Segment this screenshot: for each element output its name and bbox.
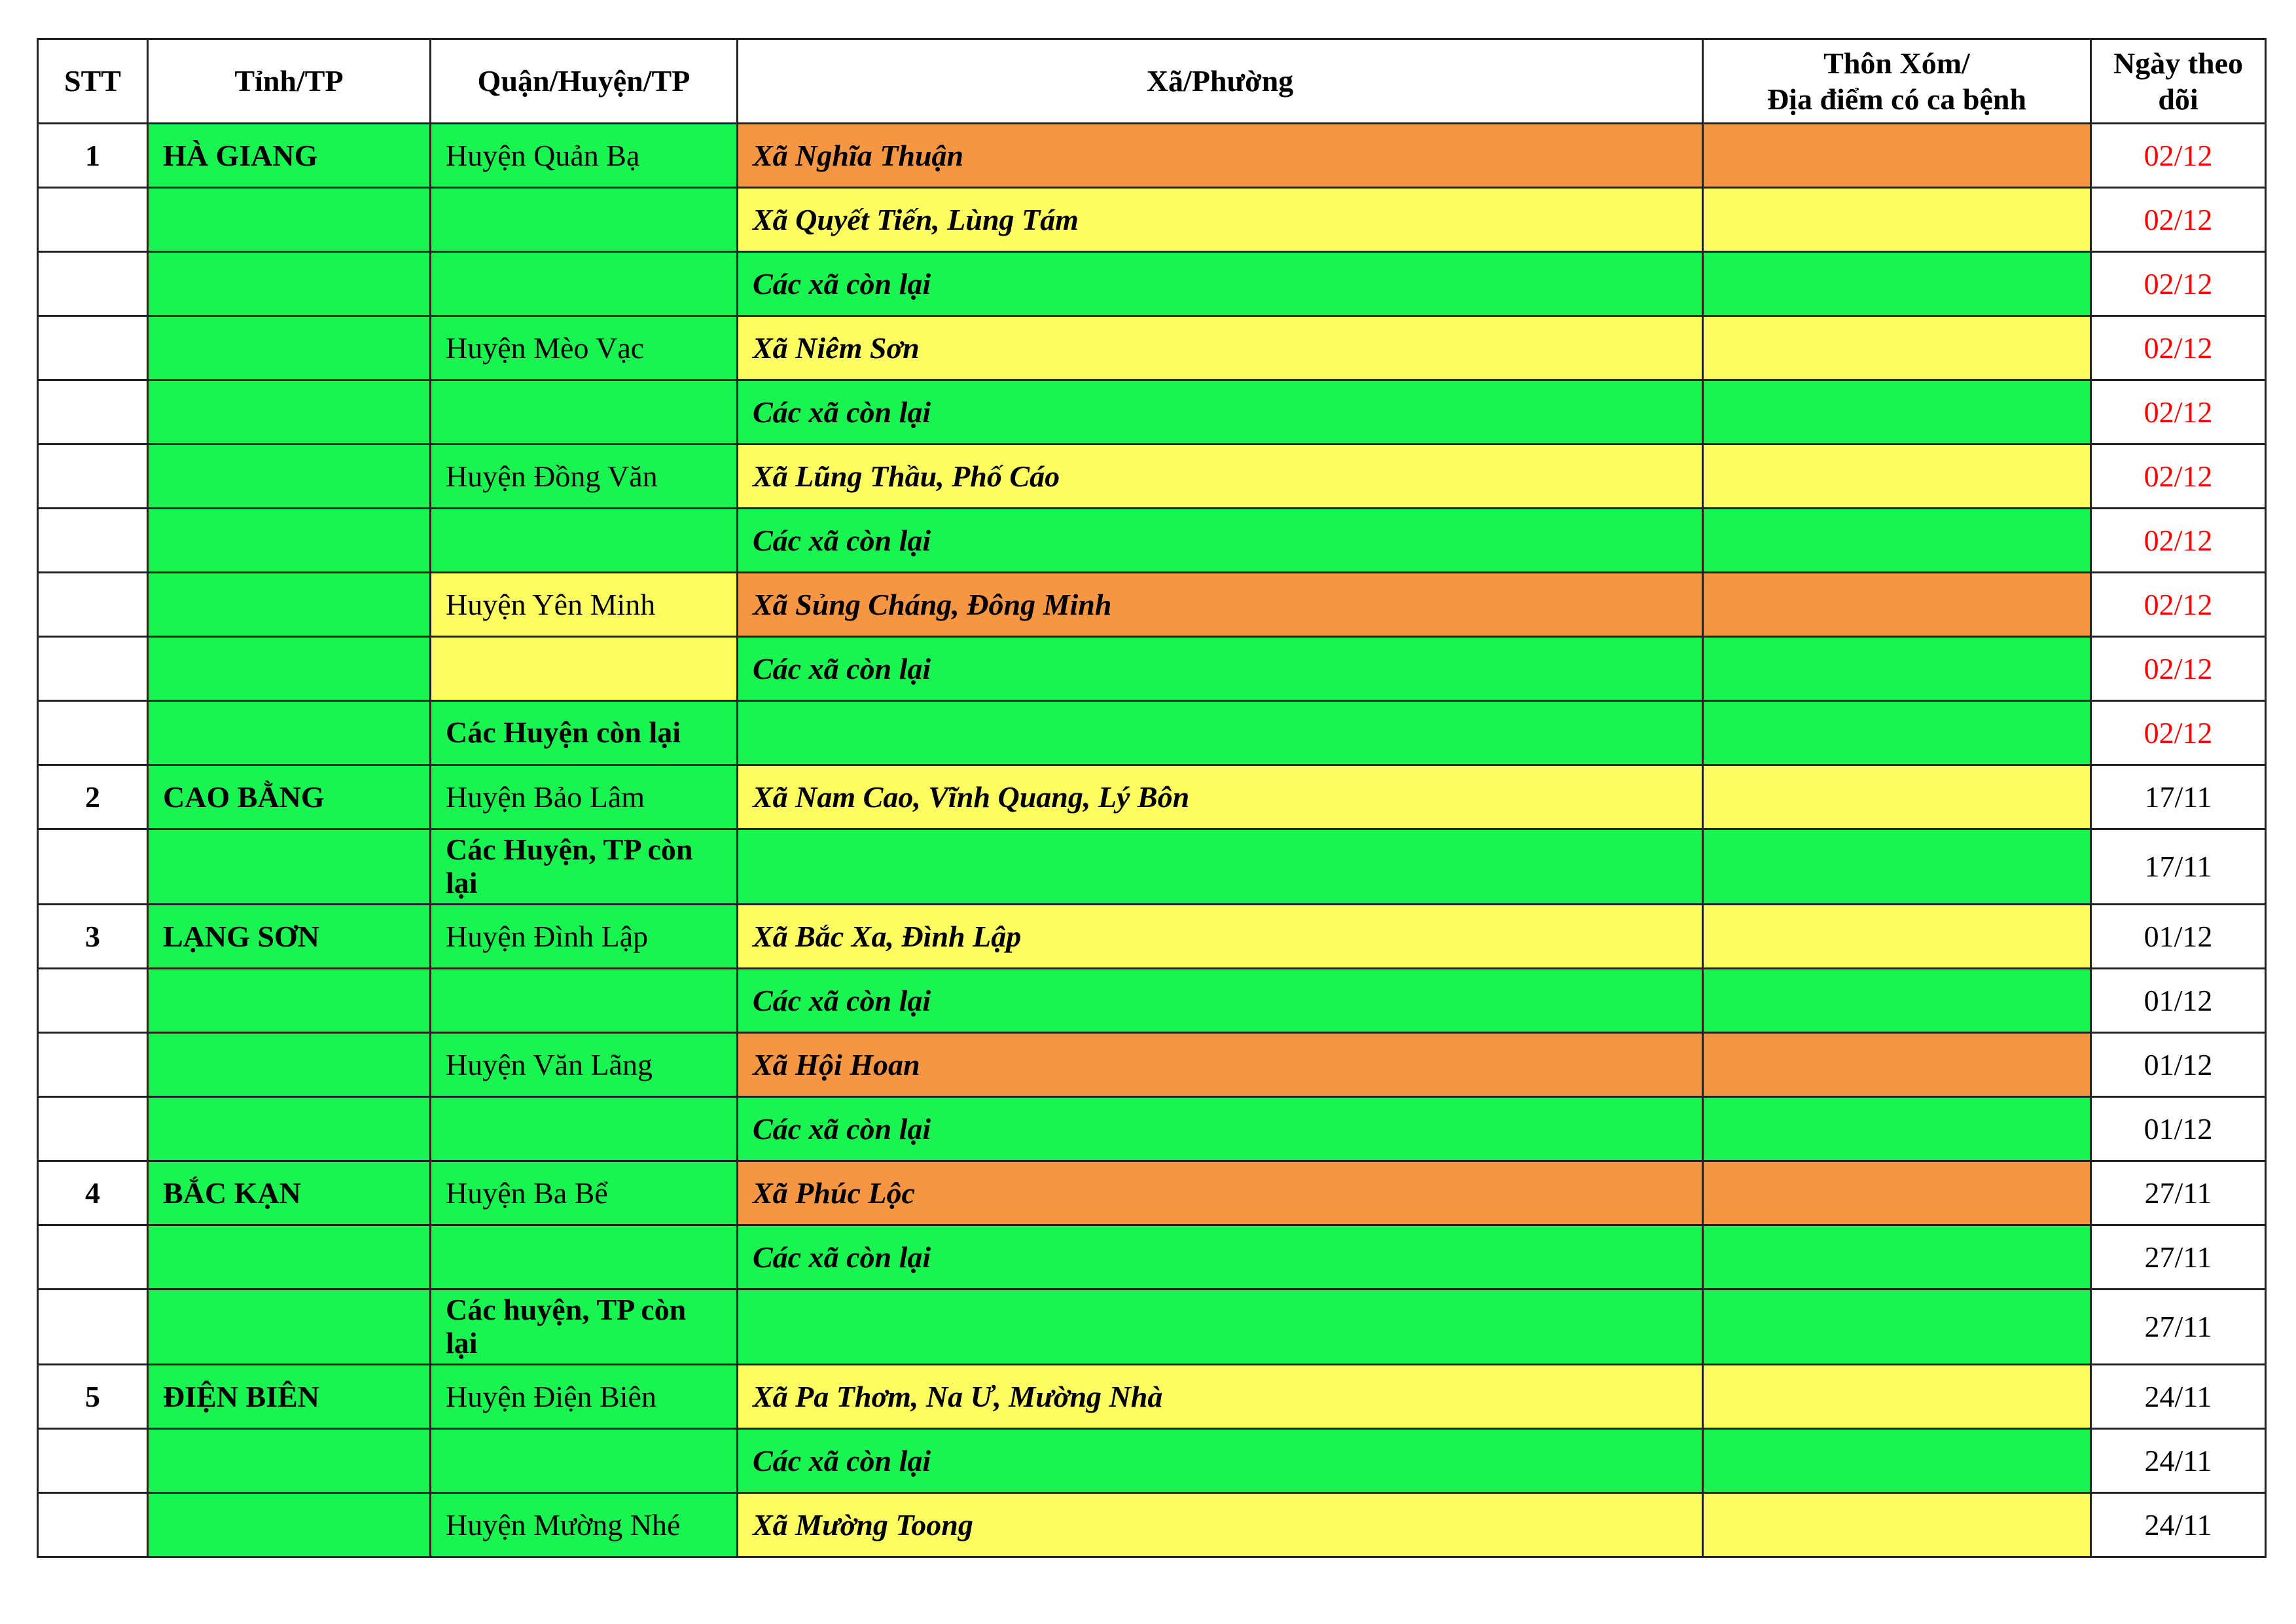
- row-province: CAO BẰNG: [148, 765, 431, 829]
- row-province: [148, 252, 431, 316]
- table-row: [38, 637, 2266, 701]
- row-district: Các Huyện, TP còn lại: [431, 829, 738, 905]
- row-province: [148, 573, 431, 637]
- row-hamlet: [1703, 509, 2091, 573]
- row-province: [148, 969, 431, 1033]
- row-province: [148, 1225, 431, 1290]
- row-date: 01/12: [2091, 1097, 2266, 1161]
- row-hamlet: [1703, 1097, 2091, 1161]
- row-province: [148, 380, 431, 444]
- table-row: [38, 252, 2266, 316]
- table-row: [38, 1033, 2266, 1097]
- table-row: [38, 1429, 2266, 1493]
- row-stt: 5: [38, 1365, 148, 1429]
- row-stt: [38, 969, 148, 1033]
- row-province: [148, 316, 431, 380]
- row-ward: Các xã còn lại: [738, 252, 1703, 316]
- row-ward: [738, 829, 1703, 905]
- row-ward: Các xã còn lại: [738, 969, 1703, 1033]
- row-ward: Xã Bắc Xa, Đình Lập: [738, 905, 1703, 969]
- row-ward: Xã Sủng Cháng, Đông Minh: [738, 573, 1703, 637]
- row-stt: 4: [38, 1161, 148, 1225]
- row-stt: [38, 1225, 148, 1290]
- row-ward: Các xã còn lại: [738, 509, 1703, 573]
- covid-zone-table: [37, 38, 2267, 1558]
- row-stt: [38, 252, 148, 316]
- row-stt: [38, 1097, 148, 1161]
- row-province: BẮC KẠN: [148, 1161, 431, 1225]
- row-stt: 1: [38, 124, 148, 188]
- row-ward: Xã Quyết Tiến, Lùng Tám: [738, 188, 1703, 252]
- row-date: 01/12: [2091, 1033, 2266, 1097]
- row-ward: Xã Phúc Lộc: [738, 1161, 1703, 1225]
- row-province: HÀ GIANG: [148, 124, 431, 188]
- row-date: 17/11: [2091, 829, 2266, 905]
- row-hamlet: [1703, 829, 2091, 905]
- header-hamlet: [1703, 39, 2091, 124]
- row-district: Huyện Quản Bạ: [431, 124, 738, 188]
- row-date: 01/12: [2091, 905, 2266, 969]
- table-row: [38, 1161, 2266, 1225]
- row-hamlet: [1703, 316, 2091, 380]
- row-stt: 2: [38, 765, 148, 829]
- row-district: Huyện Đình Lập: [431, 905, 738, 969]
- row-date: 02/12: [2091, 380, 2266, 444]
- row-stt: 3: [38, 905, 148, 969]
- row-province: [148, 1033, 431, 1097]
- row-province: [148, 444, 431, 509]
- row-hamlet: [1703, 1161, 2091, 1225]
- row-date: 27/11: [2091, 1290, 2266, 1365]
- row-date: 02/12: [2091, 701, 2266, 765]
- row-ward: Xã Hội Hoan: [738, 1033, 1703, 1097]
- table-row: [38, 444, 2266, 509]
- row-ward: Xã Nghĩa Thuận: [738, 124, 1703, 188]
- table-body: [38, 124, 2266, 1557]
- table-row: [38, 765, 2266, 829]
- row-ward: Các xã còn lại: [738, 380, 1703, 444]
- row-province: [148, 509, 431, 573]
- table-row: [38, 1365, 2266, 1429]
- row-stt: [38, 188, 148, 252]
- row-hamlet: [1703, 1290, 2091, 1365]
- row-district: Huyện Mường Nhé: [431, 1493, 738, 1557]
- row-stt: [38, 316, 148, 380]
- row-province: [148, 701, 431, 765]
- header-district: Quận/Huyện/TP: [431, 39, 738, 124]
- row-province: [148, 1097, 431, 1161]
- table-row: [38, 380, 2266, 444]
- row-hamlet: [1703, 765, 2091, 829]
- row-ward: Xã Pa Thơm, Na Ư, Mường Nhà: [738, 1365, 1703, 1429]
- row-date: 02/12: [2091, 252, 2266, 316]
- row-ward: Các xã còn lại: [738, 1097, 1703, 1161]
- header-hamlet-line1: Thôn Xóm/: [1823, 46, 1970, 80]
- header-date: [2091, 39, 2266, 124]
- row-district: [431, 969, 738, 1033]
- row-district: [431, 1429, 738, 1493]
- row-date: 27/11: [2091, 1225, 2266, 1290]
- row-date: 02/12: [2091, 637, 2266, 701]
- row-district: Huyện Mèo Vạc: [431, 316, 738, 380]
- row-province: [148, 1429, 431, 1493]
- row-date: 24/11: [2091, 1493, 2266, 1557]
- table-row: [38, 1225, 2266, 1290]
- row-district: Huyện Đồng Văn: [431, 444, 738, 509]
- table-row: [38, 701, 2266, 765]
- table-row: [38, 969, 2266, 1033]
- row-hamlet: [1703, 1365, 2091, 1429]
- header-date-line1: Ngày theo: [2113, 46, 2244, 80]
- row-district: Huyện Điện Biên: [431, 1365, 738, 1429]
- row-ward: Các xã còn lại: [738, 1429, 1703, 1493]
- row-district: Huyện Văn Lãng: [431, 1033, 738, 1097]
- table-row: [38, 1097, 2266, 1161]
- table-row: [38, 509, 2266, 573]
- row-ward: Xã Mường Toong: [738, 1493, 1703, 1557]
- row-hamlet: [1703, 444, 2091, 509]
- table-row: [38, 573, 2266, 637]
- table-row: [38, 905, 2266, 969]
- header-province: Tỉnh/TP: [148, 39, 431, 124]
- row-province: LẠNG SƠN: [148, 905, 431, 969]
- table-header-row: [38, 39, 2266, 124]
- row-district: [431, 637, 738, 701]
- row-district: Các Huyện còn lại: [431, 701, 738, 765]
- row-date: 02/12: [2091, 444, 2266, 509]
- table-row: [38, 1290, 2266, 1365]
- row-stt: [38, 1493, 148, 1557]
- row-ward: Xã Niêm Sơn: [738, 316, 1703, 380]
- row-district: [431, 380, 738, 444]
- row-stt: [38, 701, 148, 765]
- row-district: Huyện Ba Bể: [431, 1161, 738, 1225]
- row-date: 24/11: [2091, 1365, 2266, 1429]
- row-hamlet: [1703, 637, 2091, 701]
- table-row: [38, 188, 2266, 252]
- row-hamlet: [1703, 1033, 2091, 1097]
- row-hamlet: [1703, 573, 2091, 637]
- row-ward: [738, 701, 1703, 765]
- row-ward: Các xã còn lại: [738, 637, 1703, 701]
- row-stt: [38, 380, 148, 444]
- row-hamlet: [1703, 969, 2091, 1033]
- row-date: 02/12: [2091, 509, 2266, 573]
- row-stt: [38, 637, 148, 701]
- table-row: [38, 1493, 2266, 1557]
- header-stt: STT: [38, 39, 148, 124]
- row-province: [148, 188, 431, 252]
- row-date: 02/12: [2091, 188, 2266, 252]
- row-province: ĐIỆN BIÊN: [148, 1365, 431, 1429]
- row-province: [148, 1290, 431, 1365]
- row-hamlet: [1703, 188, 2091, 252]
- row-ward: Xã Nam Cao, Vĩnh Quang, Lý Bôn: [738, 765, 1703, 829]
- row-date: 17/11: [2091, 765, 2266, 829]
- table-row: [38, 316, 2266, 380]
- row-stt: [38, 444, 148, 509]
- row-ward: Xã Lũng Thầu, Phố Cáo: [738, 444, 1703, 509]
- row-stt: [38, 1033, 148, 1097]
- row-province: [148, 829, 431, 905]
- row-hamlet: [1703, 1493, 2091, 1557]
- row-stt: [38, 829, 148, 905]
- row-ward: Các xã còn lại: [738, 1225, 1703, 1290]
- row-hamlet: [1703, 124, 2091, 188]
- row-stt: [38, 573, 148, 637]
- row-hamlet: [1703, 252, 2091, 316]
- row-hamlet: [1703, 1429, 2091, 1493]
- row-date: 02/12: [2091, 316, 2266, 380]
- row-district: Huyện Bảo Lâm: [431, 765, 738, 829]
- table-row: [38, 829, 2266, 905]
- row-date: 02/12: [2091, 124, 2266, 188]
- row-province: [148, 637, 431, 701]
- header-date-line2: dõi: [2158, 82, 2198, 116]
- row-district: [431, 188, 738, 252]
- row-date: 27/11: [2091, 1161, 2266, 1225]
- row-stt: [38, 1290, 148, 1365]
- row-date: 02/12: [2091, 573, 2266, 637]
- row-stt: [38, 1429, 148, 1493]
- row-district: [431, 509, 738, 573]
- row-province: [148, 1493, 431, 1557]
- row-date: 01/12: [2091, 969, 2266, 1033]
- row-district: [431, 1225, 738, 1290]
- row-ward: [738, 1290, 1703, 1365]
- row-district: Các huyện, TP còn lại: [431, 1290, 738, 1365]
- table-row: [38, 124, 2266, 188]
- row-district: [431, 252, 738, 316]
- row-hamlet: [1703, 380, 2091, 444]
- header-ward: Xã/Phường: [738, 39, 1703, 124]
- row-hamlet: [1703, 905, 2091, 969]
- row-district: Huyện Yên Minh: [431, 573, 738, 637]
- row-hamlet: [1703, 1225, 2091, 1290]
- header-hamlet-line2: Địa điểm có ca bệnh: [1767, 82, 2027, 116]
- row-stt: [38, 509, 148, 573]
- row-district: [431, 1097, 738, 1161]
- row-date: 24/11: [2091, 1429, 2266, 1493]
- row-hamlet: [1703, 701, 2091, 765]
